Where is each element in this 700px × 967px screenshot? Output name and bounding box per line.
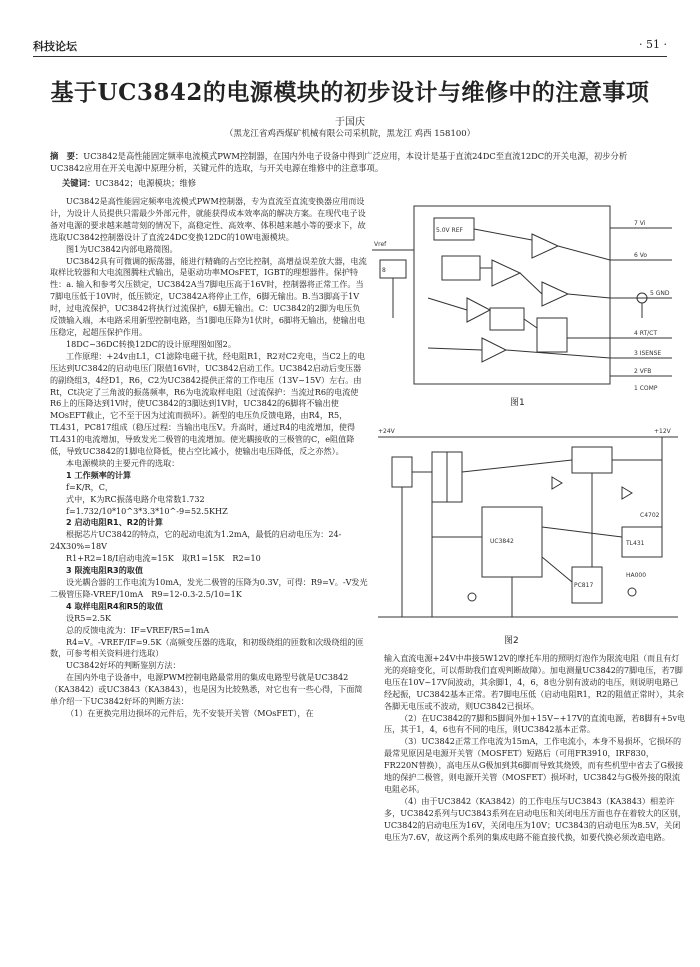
keywords-label: 关键词： [62,178,96,188]
left-column [50,196,368,720]
fig2-label-ha000: HA000 [626,572,647,579]
paragraph: R1+R2=18/I启动电流≈15K 取R1=15K R2=10 [66,553,261,564]
fig1-label-vref: Vref [374,241,387,248]
fig2-label-pc817: PC817 [574,582,594,589]
fig1-label-pin7: 7 Vi [634,220,646,227]
fig2-label-input: +24V [378,428,395,435]
paragraph: 图1为UC3842内部电路简图。 [66,243,178,254]
paragraph: 在国内外电子设备中，电源PWM控制电路最常用的集成电路型号就是UC3842（KA3842）或UC3843（KA3843），也是因为比较熟悉，对它也有一些心得，下面简单介绍一下UC3842好坏的判断方法： [50,672,363,707]
paragraph: UC3842具有可微调的振荡器，能进行精确的占空比控制，高增益误差放大器，电流取样比较器和大电流图腾柱式输出，是驱动功率MOsFET，IGBT的理想器件。保护特性：a. 输入和参考欠压锁定，UC3842A当7脚电压高于16V时，控制器将正常工作。当7脚电压低于10V时，低压锁定，UC3842A将停止工作，6脚无输出。B.当3脚高于1V时，过电流保护，UC3842将执行过流保护，6脚无输出。C：UC3842的2脚为电压负反馈输入端，本电路采用新型控制电路，当1脚电压降为1伏时，6脚将无输出，使输出电压稳定，起超压保护作用。 [50,255,367,337]
fig2-label-uc3842: UC3842 [490,538,514,545]
paragraph: UC3842是高性能固定频率电流模式PWM控制器，专为直流至直流变换器应用而设计，为设计人员提供只需最少外部元件，就能获得成本效率高的解决方案。在现代电子设备对电源的要求越来越苛刻的情况下，高稳定性、高效率、体积越来越小等的要求下，故选取UC3842控制器设计了直流24DC变换12DC的10W电源模块。 [50,196,366,242]
figure-2-caption: 图2 [504,636,519,646]
paragraph: （2）在UC3842的7脚和5脚间外加+15V~+17V的直流电源，若8脚有+5v电压，其于1，4，6也有不同的电压，则UC3842基本正常。 [384,712,686,735]
section-heading: 1 工作频率的计算 [66,469,132,480]
paragraph: f=K/R，C， [66,481,114,492]
paragraph: 设R5=2.5K [66,612,112,623]
keywords-text: UC3842；电源模块；维修 [95,178,197,188]
figure-2-schematic [372,417,684,627]
paragraph: UC3842好坏的判断鉴别方法： [66,660,181,671]
paragraph: 式中，K为RC振荡电路介电常数1.732 [66,493,205,504]
paragraph: 设光耦合器的工作电流为10mA，发光二极管的压降为0.3V，可得：R9=V。-V发光二极管压降-VREF/10mA R9=12-0.3-2.5/10=1K [50,577,368,599]
abstract-text: UC3842是高性能固定频率电流模式PWM控制器，在国内外电子设备中得到广泛应用，本设计是基于直流24DC至直流12DC的开关电源，初步分析UC3842应用在开关电源中原理分析，关键元件的选取，与开关电源在维修中的注意事项。 [50,151,628,173]
keywords [62,177,196,189]
figure-2-svg [372,417,684,627]
paragraph: （4）由于UC3842（KA3842）的工作电压与UC3843（KA3843）相差许多，UC3842系列与UC3843系列在启动电压和关闭电压方面也存在着较大的区别，UC3842的启动电压为16V，关闭电压为10V；UC3843的启动电压为8.5V，关闭电压为7.6V，故这两个系列的集成电路不能直接代换，如要代换必须改造电路。 [384,795,686,842]
fig2-label-output: +12V [654,428,671,435]
paragraph: 根据芯片UC3842的特点，它的起动电流为1.2mA，最低的启动电压为：24-24X30%=18V [50,529,342,552]
figure-1-svg [372,198,684,394]
section-heading: 3 限流电阻R3的取值 [66,565,143,576]
fig1-label-pin1: 1 COMP [634,385,658,392]
fig2-label-tl431: TL431 [626,540,645,547]
fig1-label-ref: 5.0V REF [436,227,463,234]
figure-1-block-diagram [372,198,684,394]
section-heading: 2 启动电阻R1、R2的计算 [66,517,163,528]
running-header [33,36,667,57]
column-name: 科技论坛 [33,40,77,53]
figure-1-caption: 图1 [510,398,525,408]
paragraph: 本电源模块的主要元件的选取： [66,457,180,468]
right-column [384,653,686,844]
page-number: · 51 · [639,38,667,51]
paragraph: 总的反馈电流为：IF=VREF/R5=1mA [66,624,210,635]
fig2-label-c4702: C4702 [640,512,660,519]
paragraph: 输入直流电源+24V中串接5W12V的摩托车用的照明灯泡作为限流电阻（而且有灯光的亮暗变化，可以帮助我们直观判断故障）。加电测量UC3842的7脚电压，若7脚电压在10V~17V间波动，其余脚1，4，6，8也分别有波动的电压，则说明电路已经起振，UC3842基本正常。若7脚电压低（启动电阻R1，R2的阻值正常时），其余各脚无电压或不波动，则UC3842已损坏。 [384,653,685,711]
fig1-label-pin6: 6 Vo [634,252,648,259]
fig1-label-pin2: 2 VFB [634,368,652,375]
abstract-label: 摘 要： [50,151,84,161]
fig1-label-pin8: 8 [382,267,386,274]
paragraph: R4=V。-VREF/IF=9.5K（高频变压器的选取，和初级绕组的匝数和次级绕组的匝数，可参考相关资料进行选取） [50,636,364,659]
author: 于国庆 [335,117,365,128]
paragraph: （3）UC3842正常工作电流为15mA，工作电流小，本身不易损坏，它损坏的最常见原因是电源开关管（MOSFET）短路后（可用FR3910，IRF830，FR220N替换），高电压从G极加到其6脚而导致其烧毁，而有些机型中省去了G极接地的保护二极管，则电源开关管（MOSFET）损坏时，UC3842与G极外接的限流电阻必坏。 [384,736,684,794]
fig1-label-pin5: 5 GND [650,290,670,297]
article-title: 基于UC3842的电源模块的初步设计与维修中的注意事项 [50,79,650,106]
fig1-label-pin4: 4 RT/CT [634,330,657,337]
fig1-label-pin3: 3 ISENSE [634,350,662,357]
section-heading: 4 取样电阻R4和R5的取值 [66,600,163,611]
paragraph: f=1.732/10*10^3*3.3*10^-9=52.5KHZ [66,505,228,516]
abstract [50,150,660,174]
affiliation: （黑龙江省鸡西煤矿机械有限公司采机院，黑龙江 鸡西 158100） [224,129,476,139]
paragraph: （1）在更换完用边损坏的元件后，先不安装开关管（MOsFET），在 [66,707,314,718]
paragraph: 工作原理：+24v由L1，C1滤除电磁干扰，经电阻R1，R2对C2充电，当C2上的电压达到UC3842的启动电压门限值16V时，UC3842启动工作。UC3842启动后变压器的副绕组3，4经D1，R6，C2为UC3842提供正常的工作电压（13V~15V）左右。由Rt，Ct决定了三角波的振荡频率，R6为电流取样电阻（过流保护：当流过R6的电流使R6上的压降达到1V时，使UC3842的3脚达到1V时，UC3842的6脚将不输出使MOsEFT截止，它不至于因为过流而损坏）。新型的电压负反馈电路，由R4，R5，TL431，PC817组成（稳压过程：当输出电压V。升高时，通过R4的电流增加，使得TL431的电流增加，导致发光二极管的电流增加。使光耦接收的三极管的C，e阻值降低，导致UC3842的1脚电位降低，使占空比减小，使输出电压降低，反之亦然）。 [50,350,366,457]
paragraph: 18DC~36DC转换12DC的设计原理图如图2。 [66,338,236,349]
